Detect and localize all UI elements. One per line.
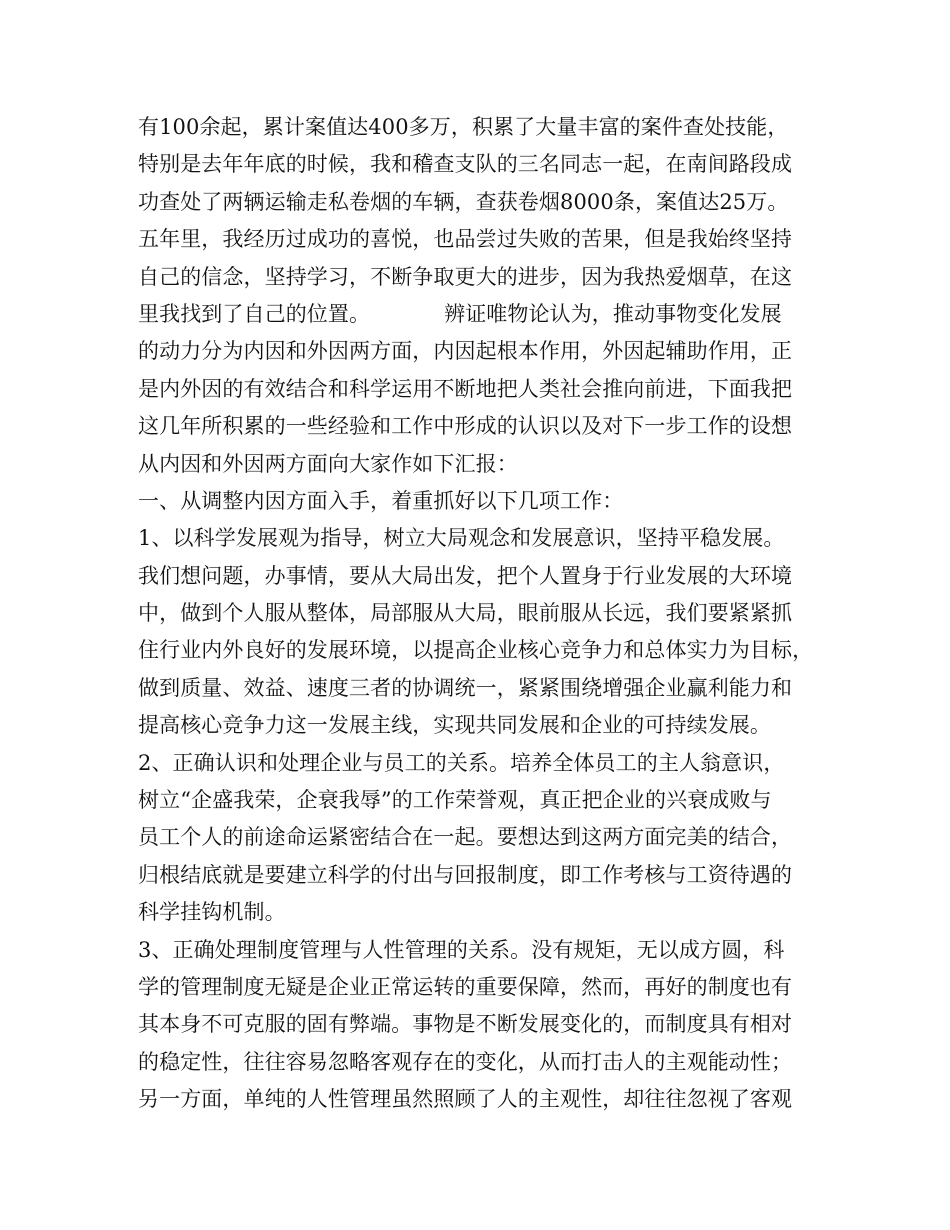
text-line: 树立“企盛我荣，企衰我辱”的工作荣誉观，真正把企业的兴衰成败与 — [138, 788, 772, 813]
text-line-split — [138, 296, 838, 333]
text-line: 特别是去年年底的时候，我和稽查支队的三名同志一起，在南间路段成 — [138, 152, 793, 177]
text-line: 科学挂钩机制。 — [138, 900, 286, 925]
text-line: 从内因和外因两方面向大家作如下汇报： — [138, 451, 518, 476]
paragraph-start-text: 辨证唯物论认为，推动事物变化发展 — [444, 301, 782, 326]
section-heading: 一、从调整内因方面入手，着重抓好以下几项工作： — [138, 488, 624, 513]
list-item-1: 1、以科学发展观为指导，树立大局观念和发展意识，坚持平稳发展。 — [138, 526, 785, 551]
text-line: 中，做到个人服从整体，局部服从大局，眼前服从长远，我们要紧紧抓 — [138, 601, 793, 626]
text-line: 功查处了两辆运输走私卷烟的车辆，查获卷烟8000条，案值达25万。 — [138, 189, 789, 214]
text-line: 的稳定性，往往容易忽略客观存在的变化，从而打击人的主观能动性； — [138, 1049, 793, 1074]
text-line: 这几年所积累的一些经验和工作中形成的认识以及对下一步工作的设想 — [138, 414, 793, 439]
document-body — [138, 109, 838, 1119]
text-line: 我们想问题，办事情，要从大局出发，把个人置身于行业发展的大环境 — [138, 563, 793, 588]
text-line: 有100余起，累计案值达400多万，积累了大量丰富的案件查处技能， — [138, 115, 789, 139]
text-line: 是内外因的有效结合和科学运用不断地把人类社会推向前进，下面我把 — [138, 376, 793, 401]
text-line: 提高核心竞争力这一发展主线，实现共同发展和企业的可持续发展。 — [138, 713, 771, 738]
list-item-2: 2、正确认识和处理企业与员工的关系。培养全体员工的主人翁意识， — [138, 750, 785, 775]
text-line: 另一方面，单纯的人性管理虽然照顾了人的主观性，却往往忽视了客观 — [138, 1087, 793, 1112]
text-line: 住行业内外良好的发展环境，以提高企业核心竞争力和总体实力为目标， — [138, 638, 814, 663]
text-line: 员工个人的前途命运紧密结合在一起。要想达到这两方面完美的结合， — [138, 825, 793, 850]
text-line: 归根结底就是要建立科学的付出与回报制度，即工作考核与工资待遇的 — [138, 862, 793, 887]
text-line: 五年里，我经历过成功的喜悦，也品尝过失败的苦果，但是我始终坚持 — [138, 227, 793, 252]
text-line: 自己的信念，坚持学习，不断争取更大的进步，因为我热爱烟草，在这 — [138, 264, 793, 289]
text-line: 其本身不可克服的固有弊端。事物是不断发展变化的，而制度具有相对 — [138, 1012, 793, 1037]
list-item-3: 3、正确处理制度管理与人性管理的关系。没有规矩，无以成方圆，科 — [138, 937, 785, 962]
text-line: 的动力分为内因和外因两方面，内因起根本作用，外因起辅助作用，正 — [138, 339, 793, 364]
text-line: 做到质量、效益、速度三者的协调统一，紧紧围绕增强企业赢利能力和 — [138, 675, 793, 700]
text-line: 学的管理制度无疑是企业正常运转的重要保障，然而，再好的制度也有 — [138, 974, 793, 999]
paragraph-end-text: 里我找到了自己的位置。 — [138, 301, 371, 326]
